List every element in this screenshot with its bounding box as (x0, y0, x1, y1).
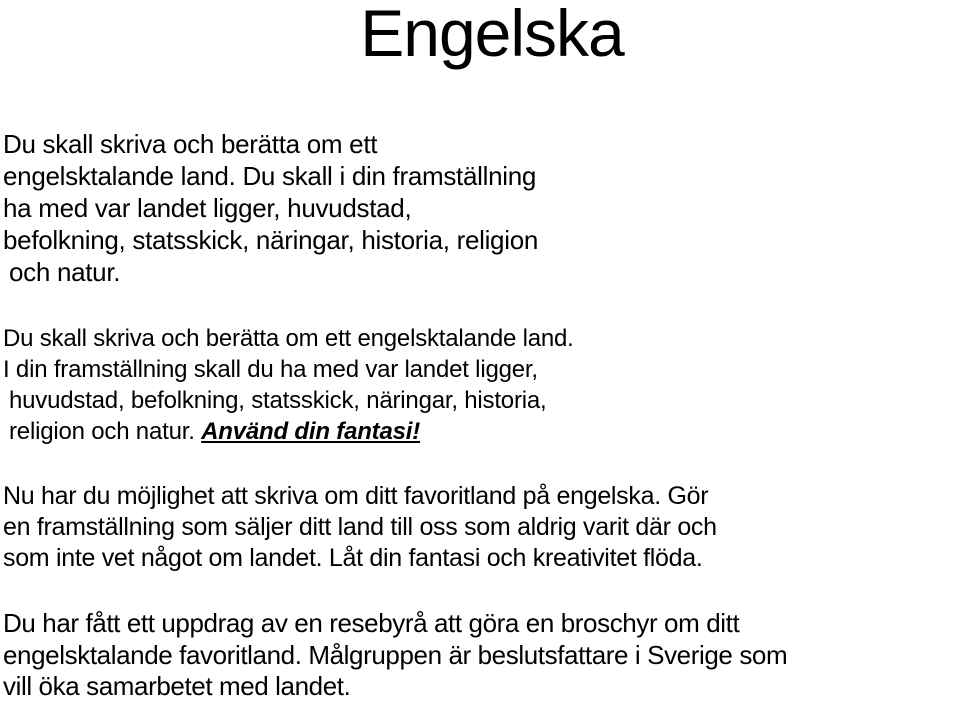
paragraph-2-line: huvudstad, befolkning, statsskick, näringar, historia, (9, 387, 547, 414)
paragraph-3-line: som inte vet något om landet. Låt din fantasi och kreativitet flöda. (3, 544, 703, 572)
paragraph-3-line: en framställning som säljer ditt land till oss som aldrig varit där och (3, 513, 717, 541)
paragraph-4-line: engelsktalande favoritland. Målgruppen är beslutsfattare i Sverige som (3, 639, 788, 670)
paragraph-2-line: Du skall skriva och berätta om ett engelsktalande land. (3, 325, 574, 352)
paragraph-2-line: I din framställning skall du ha med var landet ligger, (3, 356, 538, 383)
paragraph-4-line: vill öka samarbetet med landet. (3, 671, 351, 701)
page-title: Engelska (360, 0, 624, 70)
paragraph-2-last-line (3, 416, 574, 447)
paragraph-1-line: och natur. (9, 257, 121, 287)
paragraph-3 (3, 481, 717, 574)
paragraph-1-line: ha med var landet ligger, huvudstad, (3, 193, 412, 223)
fantasi-link[interactable]: Använd din fantasi! (201, 418, 421, 445)
paragraph-1-line: engelsktalande land. Du skall i din framställning (3, 161, 537, 191)
paragraph-1-line: Du skall skriva och berätta om ett (3, 129, 378, 159)
paragraph-4 (3, 608, 787, 703)
paragraph-2 (3, 323, 574, 447)
paragraph-1 (3, 128, 538, 288)
paragraph-4-line: Du har fått ett uppdrag av en resebyrå att göra en broschyr om ditt (3, 608, 740, 638)
paragraph-1-line: befolkning, statsskick, näringar, historia, religion (3, 225, 539, 255)
paragraph-2-line-text: religion och natur. (9, 418, 202, 445)
paragraph-3-line: Nu har du möjlighet att skriva om ditt favoritland på engelska. Gör (3, 482, 709, 510)
